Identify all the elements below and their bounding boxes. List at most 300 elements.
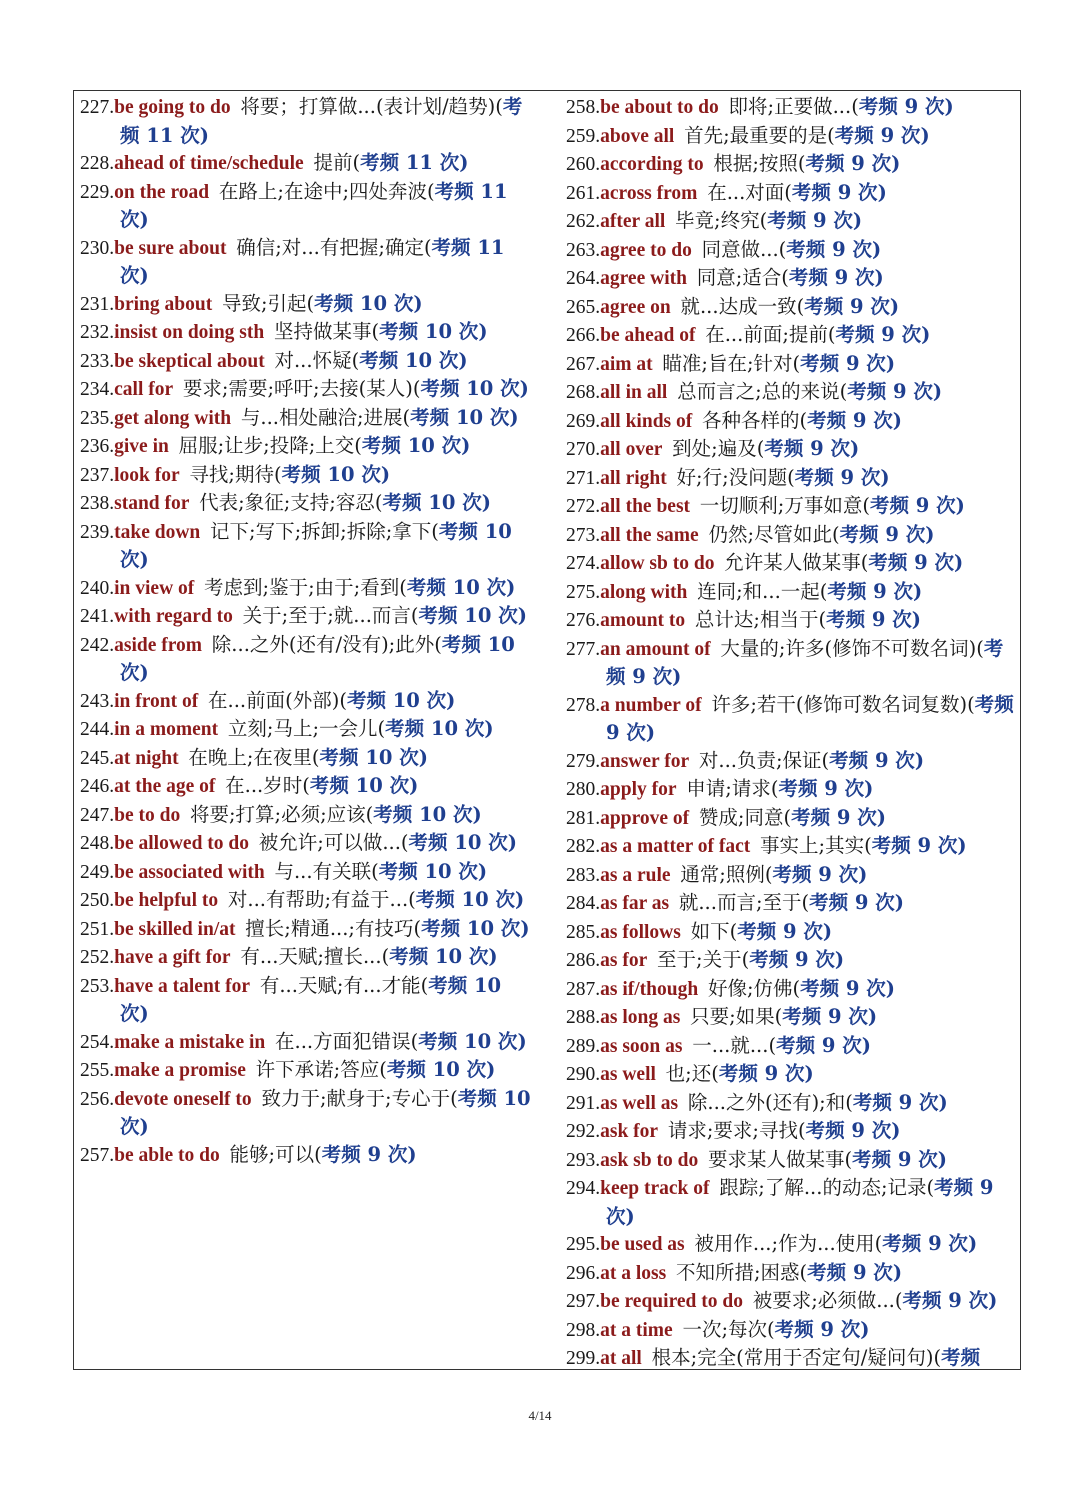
entry-frequency: 考频 9 次 [767,209,853,232]
entry-meaning: 通常;照例( [680,862,773,886]
entry-number: 240. [80,577,115,599]
entry-number: 228. [80,153,115,174]
entry-frequency: 考频 9 次 [794,465,881,489]
entry-meaning: 事实上;其实( [760,834,872,857]
entry-number: 236. [80,436,115,457]
phrase-entry [566,1089,1018,1118]
phrase-entry [80,375,532,404]
entry-close-paren: ) [139,1115,149,1138]
entry-close-paren: ) [488,945,498,968]
entry-close-paren: ) [891,1119,901,1142]
entry-phrase: be required to do [600,1291,743,1312]
entry-frequency: 考频 10 次 [418,604,518,627]
entry-frequency: 考频 10 次 [120,632,515,684]
entry-phrase: approve of [600,807,690,829]
phrase-entry [80,829,532,858]
entry-number: 288. [566,1007,601,1028]
entry-close-paren: ) [885,976,896,1000]
entry-meaning: 就...达成一致( [680,294,805,318]
entry-close-paren: ) [885,351,896,375]
phrase-entry [566,407,1018,436]
entry-frequency: 考频 10 次 [379,320,479,343]
entry-number: 230. [80,237,115,259]
entry-number: 239. [80,521,115,543]
phrase-entry [566,1146,1018,1175]
entry-number: 246. [80,776,115,797]
entry-close-paren: ) [139,208,149,231]
entry-close-paren: ) [920,123,930,147]
entry-frequency: 考频 10 次 [410,405,510,429]
entry-phrase: be used as [600,1234,685,1255]
entry-number: 297. [566,1291,601,1312]
phrase-entry [566,1117,1018,1146]
entry-meaning: 也;还( [665,1062,719,1085]
entry-meaning: 致力于;献身于;专心于( [261,1086,458,1110]
phrase-entry [566,521,1018,550]
entry-frequency: 考频 9 次 [606,1176,994,1228]
phrase-entry [566,946,1018,975]
phrase-entry [80,1141,532,1170]
entry-number: 238. [80,493,115,514]
entry-meaning: 能够;可以( [229,1142,322,1166]
entry-meaning: 要求;需要;呼吁;去接(某人)( [182,377,421,400]
page-number: 4/14 [528,1408,552,1423]
entry-frequency: 考频 10 次 [406,575,507,599]
entry-close-paren: ) [645,721,656,744]
entry-close-paren: ) [877,180,887,204]
entry-phrase: along with [600,581,688,603]
entry-close-paren: ) [461,434,471,457]
entry-frequency: 考频 11 次 [120,235,505,287]
entry-meaning: 跟踪;了解...的动态;记录( [719,1176,935,1199]
entry-close-paren: ) [477,859,488,883]
entry-frequency: 考频 9 次 [772,862,859,886]
phrase-entry [566,264,1018,293]
entry-number: 259. [566,125,601,147]
entry-frequency: 考频 9 次 [791,180,878,204]
phrase-entry [566,1287,1018,1316]
entry-phrase: be allowed to do [114,833,250,854]
entry-phrase: at night [114,747,179,769]
entry-frequency: 考频 10 次 [408,831,508,854]
entry-meaning: 在...对面( [707,180,792,204]
entry-meaning: 赞成;同意( [698,805,792,829]
entry-close-paren: ) [894,891,905,914]
phrase-entry [566,207,1018,236]
entry-close-paren: ) [911,608,921,631]
entry-frequency: 考频 9 次 [807,408,893,432]
entry-frequency: 考频 9 次 [827,579,914,603]
entry-frequency: 考频 [941,1346,981,1369]
entry-number: 285. [566,921,601,943]
entry-number: 248. [80,833,115,854]
entry-phrase: amount to [600,610,686,631]
entry-frequency: 考频 9 次 [782,1005,868,1028]
entry-meaning: 根本;完全(常用于否定句/疑问句)( [651,1346,942,1369]
phrase-entry [80,915,532,944]
entry-number: 292. [566,1121,601,1142]
entry-close-paren: ) [506,575,516,599]
entry-frequency: 考频 9 次 [847,380,933,403]
entry-frequency: 考频 9 次 [800,351,886,375]
entry-close-paren: ) [481,491,491,514]
entry-meaning: 将要；打算做...(表计划/趋势)( [240,95,503,118]
phrase-entry [80,318,532,347]
phrase-entry [566,747,1018,776]
entry-number: 277. [566,638,601,660]
entry-meaning: 代表;象征;支持;容忍( [199,491,383,514]
entry-meaning: 在...前面;提前( [705,323,836,346]
entry-close-paren: ) [804,1062,814,1085]
phrase-entry [80,943,532,972]
entry-close-paren: ) [514,888,525,911]
entry-phrase: be associated with [114,861,265,883]
entry-number: 237. [80,464,115,486]
entry-phrase: aim at [600,353,653,375]
entry-phrase: at the age of [114,776,216,797]
phrase-entry [80,404,532,433]
entry-meaning: 有...天赋;擅长...( [240,945,390,968]
entry-frequency: 考频 9 次 [606,692,1014,744]
entry-meaning: 除...之外(还有);和( [687,1090,853,1114]
entry-number: 247. [80,804,115,826]
entry-number: 254. [80,1031,115,1053]
phrase-entry [566,1032,1018,1061]
entry-meaning: 考虑到;鉴于;由于;看到( [204,575,407,599]
phrase-entry [566,832,1018,861]
entry-frequency: 考频 10 次 [378,859,478,883]
entry-phrase: be about to do [600,97,719,118]
entry-phrase: answer for [600,750,690,772]
entry-frequency: 考频 10 次 [421,916,521,940]
entry-meaning: 瞄准;旨在;针对( [662,351,801,375]
entry-phrase: in front of [114,690,199,712]
entry-number: 235. [80,407,115,429]
entry-close-paren: ) [484,717,494,740]
entry-frequency: 考频 9 次 [835,323,922,346]
entry-number: 289. [566,1035,601,1057]
entry-meaning: 坚持做某事( [273,320,380,343]
phrase-entry [80,801,532,830]
entry-meaning: 请求;要求;寻找( [667,1119,806,1142]
phrase-entry [566,775,1018,804]
entry-close-paren: ) [517,1029,527,1053]
entry-number: 267. [566,353,601,375]
entry-frequency: 考频 11 次 [120,95,523,147]
phrase-entry [566,236,1018,265]
phrase-entry [80,886,532,915]
entry-close-paren: ) [446,688,456,712]
entry-close-paren: ) [478,320,488,343]
entry-phrase: be to do [114,804,181,826]
entry-meaning: 被要求;必须做...( [752,1289,903,1312]
entry-meaning: 如下( [690,919,738,943]
left-column [80,93,532,1169]
entry-number: 269. [566,410,601,432]
entry-meaning: 关于;至于;就...而言( [242,604,419,627]
entry-meaning: 至于;关于( [657,948,750,971]
entry-frequency: 考频 9 次 [805,1119,892,1142]
phrase-entry [566,122,1018,151]
entry-meaning: 总计达;相当于( [694,608,827,631]
phrase-entry [566,549,1018,578]
entry-phrase: insist on doing sth [114,322,265,343]
phrase-entry [80,858,532,887]
entry-number: 255. [80,1060,115,1081]
phrase-entry [80,687,532,716]
entry-phrase: as a rule [600,864,671,886]
phrase-entry [566,578,1018,607]
entry-phrase: get along with [114,407,232,429]
phrase-entry [566,293,1018,322]
entry-frequency: 考频 10 次 [309,774,410,797]
entry-meaning: 一...就...( [692,1033,777,1057]
entry-number: 283. [566,864,601,886]
entry-meaning: 与...有关联( [274,859,379,883]
entry-close-paren: ) [953,551,964,574]
entry-close-paren: ) [876,805,886,829]
entry-meaning: 不知所措;困惑( [675,1260,808,1284]
entry-frequency: 考频 9 次 [839,522,926,546]
entry-number: 261. [566,182,601,204]
entry-meaning: 许多;若干(修饰可数名词复数)( [711,692,975,716]
entry-number: 234. [80,379,115,400]
entry-phrase: in a moment [114,719,219,740]
entry-frequency: 考频 9 次 [791,805,877,829]
entry-phrase: all in all [600,382,668,403]
entry-phrase: give in [114,436,169,457]
entry-close-paren: ) [625,1204,635,1228]
entry-phrase: look for [114,464,180,486]
entry-frequency: 考频 9 次 [826,608,912,631]
entry-meaning: 导致;引起( [221,291,315,315]
entry-close-paren: ) [925,522,935,546]
entry-close-paren: ) [867,1005,878,1028]
phrase-entry [566,861,1018,890]
entry-number: 266. [566,325,601,346]
entry-phrase: ask for [600,1121,659,1142]
phrase-entry [80,432,532,461]
entry-meaning: 屈服;让步;投降;上交( [178,434,362,457]
entry-close-paren: ) [507,831,517,854]
entry-number: 251. [80,918,115,940]
phrase-entry [566,179,1018,208]
entry-frequency: 考频 9 次 [774,1317,861,1341]
phrase-entry [566,635,1018,691]
entry-frequency: 考频 10 次 [385,717,485,740]
entry-meaning: 对...怀疑( [274,348,360,372]
entry-number: 229. [80,181,115,203]
phrase-entry [566,691,1018,747]
entry-frequency: 考频 9 次 [858,95,945,118]
entry-frequency: 考频 9 次 [852,1090,939,1114]
entry-number: 278. [566,694,601,716]
phrase-entry [566,804,1018,833]
entry-number: 252. [80,947,115,968]
entry-number: 250. [80,890,115,911]
phrase-entry [80,744,532,773]
entry-frequency: 考频 9 次 [902,1289,989,1312]
entry-frequency: 考频 9 次 [764,437,850,460]
entry-number: 258. [566,97,601,118]
phrase-entry [566,1230,1018,1259]
phrase-entry [566,150,1018,179]
entry-close-paren: ) [413,291,423,315]
entry-number: 231. [80,293,115,315]
phrase-entry [80,93,532,149]
entry-frequency: 考频 10 次 [281,462,381,486]
entry-close-paren: ) [472,802,482,826]
entry-frequency: 考频 10 次 [382,491,482,514]
entry-close-paren: ) [914,748,925,772]
entry-phrase: stand for [114,493,190,514]
entry-close-paren: ) [871,237,882,261]
entry-close-paren: ) [139,548,149,571]
entry-meaning: 总而言之;总的来说( [677,380,848,403]
phrase-entry [80,772,532,801]
entry-meaning: 在...前面(外部)( [208,688,347,712]
entry-phrase: at a loss [600,1262,667,1284]
entry-number: 232. [80,322,115,343]
entry-frequency: 考频 9 次 [868,551,954,574]
entry-number: 298. [566,1319,601,1341]
entry-phrase: an amount of [600,638,711,660]
entry-phrase: be going to do [114,97,231,118]
entry-frequency: 考频 9 次 [321,1142,408,1166]
entry-frequency: 考频 10 次 [346,688,447,712]
entry-frequency: 考频 9 次 [778,777,865,800]
entry-phrase: be able to do [114,1144,220,1166]
entry-close-paren: ) [486,1058,496,1081]
entry-frequency: 考频 9 次 [786,237,872,261]
entry-number: 274. [566,553,601,574]
phrase-entry [80,178,532,234]
entry-close-paren: ) [892,408,902,432]
entry-meaning: 立刻;马上;一会儿( [227,717,386,740]
entry-close-paren: ) [850,437,860,460]
phrase-entry [80,489,532,518]
entry-phrase: on the road [114,181,210,203]
entry-number: 293. [566,1149,601,1171]
entry-number: 286. [566,950,601,971]
entry-meaning: 一切顺利;万事如意( [699,494,870,517]
entry-number: 290. [566,1064,601,1085]
entry-number: 275. [566,581,601,603]
entry-close-paren: ) [892,1260,903,1284]
phrase-entry [566,93,1018,122]
entry-meaning: 就...而言;至于( [678,891,810,914]
phrase-entry [566,975,1018,1004]
entry-close-paren: ) [458,348,468,372]
phrase-entry [80,1056,532,1085]
entry-phrase: as for [600,950,648,971]
entry-number: 244. [80,719,115,740]
entry-close-paren: ) [860,1317,870,1341]
entry-frequency: 考频 9 次 [718,1062,805,1085]
phrase-entry [566,606,1018,635]
entry-close-paren: ) [874,266,884,289]
entry-phrase: have a talent for [114,975,251,997]
entry-close-paren: ) [932,380,943,403]
entry-phrase: above all [600,125,675,147]
entry-meaning: 即将;正要做...( [728,95,859,118]
phrase-entry [80,290,532,319]
entry-phrase: be skeptical about [114,350,265,372]
entry-number: 257. [80,1144,115,1166]
entry-close-paren: ) [864,777,874,800]
entry-phrase: as soon as [600,1035,683,1057]
entry-frequency: 考频 9 次 [788,266,875,289]
entry-meaning: 到处;遍及( [672,437,765,460]
entry-frequency: 考频 9 次 [737,919,823,943]
entry-phrase: all kinds of [600,410,693,432]
entry-phrase: a number of [600,694,702,716]
entry-phrase: take down [114,521,201,543]
entry-phrase: allow sb to do [600,553,715,574]
entry-close-paren: ) [937,1147,947,1171]
right-column [566,93,1018,1373]
entry-phrase: ask sb to do [600,1149,699,1171]
entry-close-paren: ) [913,579,923,603]
phrase-entry [566,1344,1018,1373]
phrase-entry [80,1028,532,1057]
entry-phrase: be helpful to [114,890,219,911]
entry-frequency: 考频 10 次 [373,802,473,826]
entry-frequency: 考频 9 次 [606,636,1004,688]
entry-close-paren: ) [459,151,469,174]
entry-frequency: 考频 11 次 [120,179,508,231]
entry-meaning: 同意;适合( [696,266,789,289]
entry-meaning: 大量的;许多(修饰不可数名词)( [720,636,984,660]
entry-number: 281. [566,807,601,829]
entry-meaning: 允许某人做某事( [724,551,869,574]
entry-frequency: 考频 9 次 [834,123,921,147]
entry-phrase: apply for [600,779,677,800]
entry-meaning: 确信;对...有把握;确定( [236,235,432,259]
entry-frequency: 考频 9 次 [871,834,958,857]
entry-close-paren: ) [957,834,967,857]
phrase-entry [566,321,1018,350]
entry-phrase: agree on [600,296,671,318]
entry-close-paren: ) [955,494,965,517]
phrase-entry [80,715,532,744]
entry-meaning: 在...岁时( [225,774,310,797]
entry-number: 296. [566,1262,601,1284]
entry-meaning: 对...负责;保证( [698,748,830,772]
phrase-entry [80,972,532,1028]
entry-close-paren: ) [139,661,149,684]
entry-close-paren: ) [199,123,209,147]
phrase-entry [80,347,532,376]
entry-number: 271. [566,467,601,489]
phrase-entry [566,1060,1018,1089]
entry-frequency: 考频 9 次 [804,294,890,318]
entry-meaning: 只要;如果( [690,1005,783,1028]
phrase-entry [566,435,1018,464]
entry-close-paren: ) [520,916,530,940]
entry-frequency: 考频 9 次 [749,948,835,971]
phrase-entry [566,378,1018,407]
entry-close-paren: ) [880,465,890,489]
entry-close-paren: ) [418,745,428,769]
entry-phrase: keep track of [600,1178,710,1199]
entry-phrase: as follows [600,921,681,943]
entry-frequency: 考频 9 次 [776,1033,862,1057]
entry-meaning: 首先;最重要的是( [684,123,835,147]
entry-phrase: as a matter of fact [600,836,751,857]
entry-frequency: 考频 10 次 [120,519,512,571]
entry-close-paren: ) [861,1033,871,1057]
